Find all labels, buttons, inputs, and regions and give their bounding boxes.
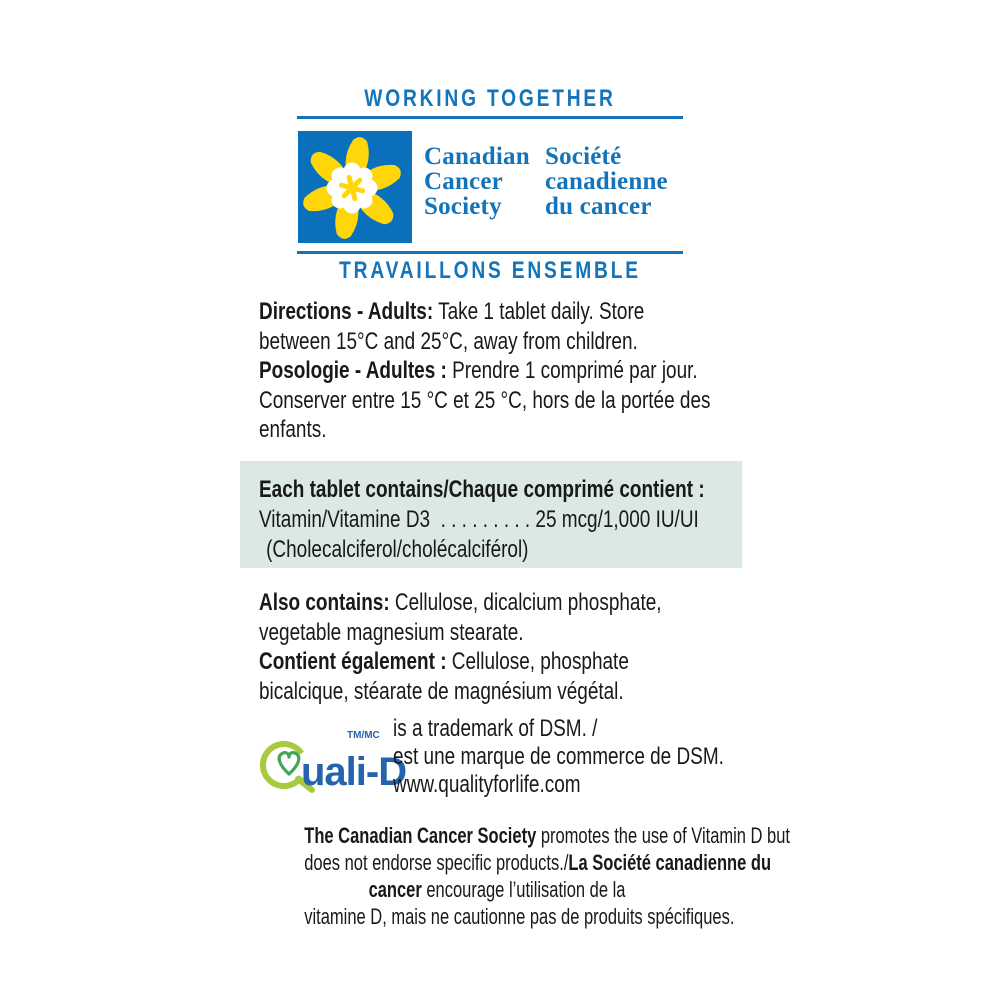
vitamin-d3-row: Vitamin/Vitamine D3 . . . . . . . . . 25 mcg/1,000 IU/UI xyxy=(259,506,699,533)
working-together-text: WORKING TOGETHER xyxy=(364,85,616,112)
cholecalciferol-row: (Cholecalciferol/cholécalciférol) xyxy=(266,536,529,563)
directions-line: enfants. xyxy=(259,416,327,443)
quali-d-wordmark: uali-D xyxy=(301,750,407,794)
ccs-en-line2: Cancer xyxy=(424,168,503,195)
mid-divider-rule xyxy=(297,251,683,254)
trademark-statement xyxy=(393,715,812,799)
tablet-contents-heading: Each tablet contains/Chaque comprimé contient : xyxy=(259,476,705,503)
directions-section xyxy=(259,297,831,445)
ccs-en-line1: Canadian xyxy=(424,143,530,170)
working-together-banner xyxy=(297,85,683,113)
also-contains-line: vegetable magnesium stearate. xyxy=(259,618,524,646)
trademark-line: is a trademark of DSM. / xyxy=(393,715,598,742)
travaillons-ensemble-text: TRAVAILLONS ENSEMBLE xyxy=(339,257,641,284)
ccs-name-english xyxy=(424,144,530,219)
heart-icon xyxy=(279,753,299,774)
also-contains-section xyxy=(259,588,769,706)
directions-line: Posologie - Adultes : Prendre 1 comprimé par jour. xyxy=(259,357,698,384)
ccs-en-line3: Society xyxy=(424,193,502,220)
ccs-fr-line2: canadienne xyxy=(545,168,668,195)
ccs-name-french xyxy=(545,144,668,219)
ccs-disclaimer xyxy=(240,822,790,930)
directions-line: Directions - Adults: Take 1 tablet daily. Store xyxy=(259,298,645,325)
directions-line: Conserver entre 15 °C et 25 °C, hors de la portée des xyxy=(259,386,711,414)
top-divider-rule xyxy=(297,116,683,119)
ccs-fr-line3: du cancer xyxy=(545,193,652,220)
ccs-fr-line1: Société xyxy=(545,143,622,170)
quali-d-logo xyxy=(256,718,416,800)
disclaimer-line: does not endorse specific products./La Société canadienne du xyxy=(304,850,772,875)
directions-line: between 15°C and 25°C, away from children. xyxy=(259,327,638,355)
also-contains-line: bicalcique, stéarate de magnésium végétal. xyxy=(259,677,624,705)
travaillons-ensemble-banner xyxy=(297,257,683,285)
also-contains-line: Contient également : Cellulose, phosphate xyxy=(259,648,629,675)
disclaimer-line: The Canadian Cancer Society promotes the use of Vitamin D but xyxy=(304,823,790,848)
disclaimer-line: cancer encourage l’utilisation de la xyxy=(368,877,626,902)
daffodil-icon xyxy=(298,131,412,243)
also-contains-line: Also contains: Cellulose, dicalcium phosphate, xyxy=(259,589,662,616)
tm-mc-superscript: TM/MC xyxy=(347,730,380,741)
tablet-contents-box xyxy=(240,461,742,568)
disclaimer-line: vitamine D, mais ne cautionne pas de produits spécifiques. xyxy=(304,904,735,929)
trademark-line: est une marque de commerce de DSM. xyxy=(393,743,724,770)
qualityforlife-url: www.qualityforlife.com xyxy=(393,771,581,798)
